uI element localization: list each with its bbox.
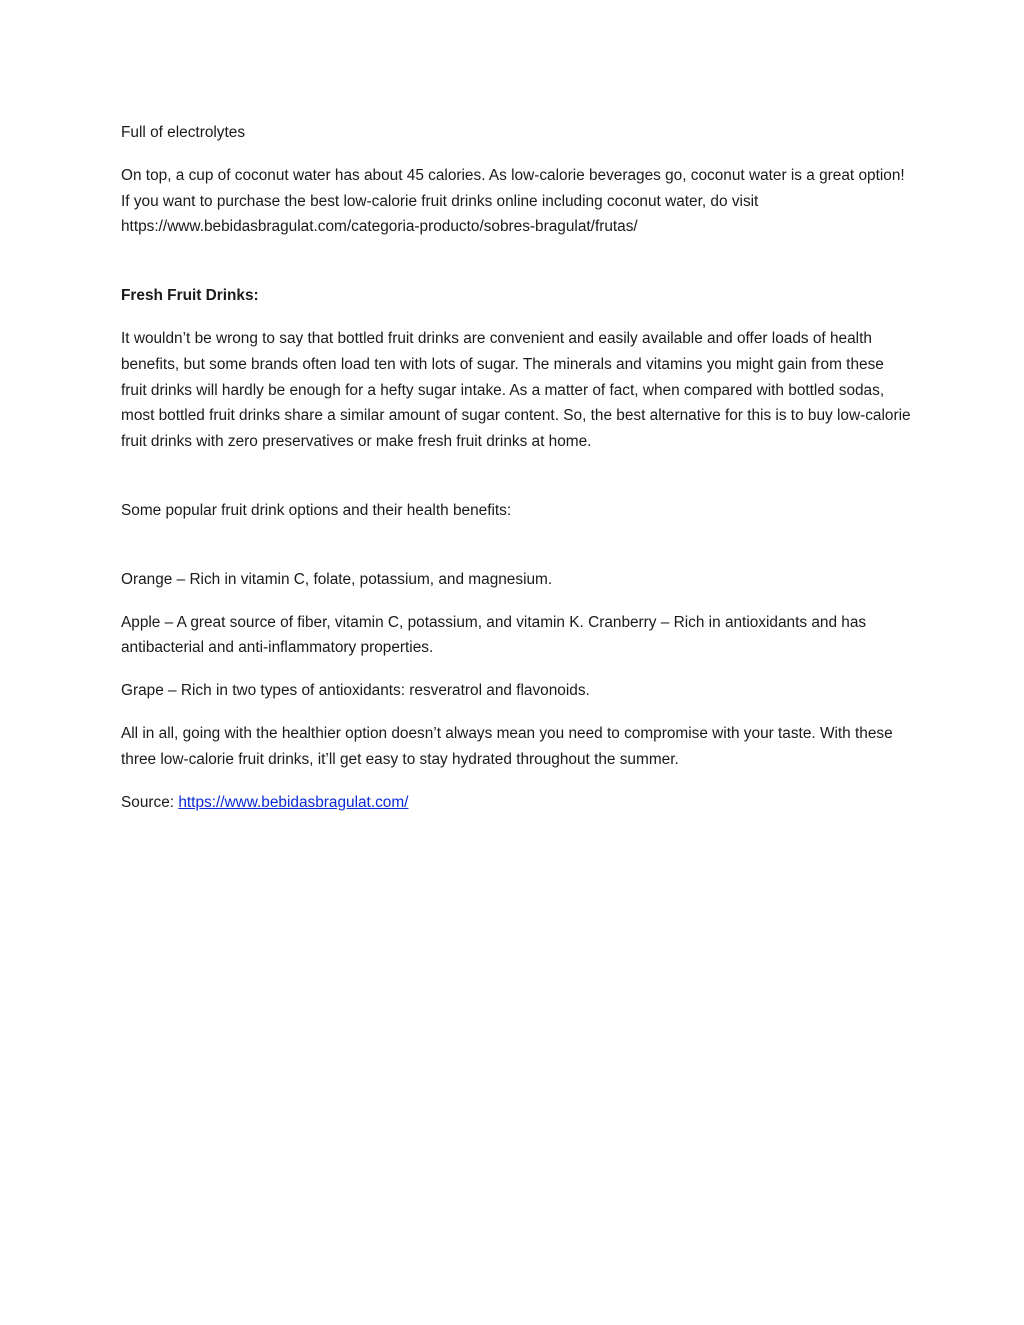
paragraph-conclusion: All in all, going with the healthier option doesn’t always mean you need to compromise with your taste. With these three low-calorie fruit drinks, it’ll get easy to stay hydrated throughout the summer. bbox=[121, 724, 893, 768]
source-link[interactable]: https://www.bebidasbragulat.com/ bbox=[178, 793, 409, 811]
paragraph-bottled-drinks: It wouldn’t be wrong to say that bottled fruit drinks are convenient and easily available and offer loads of health benefits, but some brands often load ten with lots of sugar. The minerals and vitamins you might gain from these fruit drinks will hardly be enough for a hefty sugar intake. As a matter of fact, when compared with bottled sodas, most bottled fruit drinks share a similar amount of sugar content. So, the best alternative for this is to buy low-calorie fruit drinks with zero preservatives or make fresh fruit drinks at home. bbox=[121, 329, 911, 451]
paragraph-grape: Grape – Rich in two types of antioxidants: resveratrol and flavonoids. bbox=[121, 682, 590, 700]
paragraph-electrolytes: Full of electrolytes bbox=[121, 124, 246, 141]
document-body bbox=[121, 120, 911, 832]
paragraph-apple: Apple – A great source of fiber, vitamin C, potassium, and vitamin K. Cranberry – Rich in antioxidants and has antibacterial and anti-inflammatory properties. bbox=[121, 613, 867, 657]
paragraph-drink-options: Some popular fruit drink options and their health benefits: bbox=[121, 501, 512, 519]
source-label: Source: bbox=[121, 793, 179, 811]
section-heading-fresh-fruit-drinks: Fresh Fruit Drinks: bbox=[121, 287, 259, 305]
source-line bbox=[121, 790, 911, 816]
paragraph-orange: Orange – Rich in vitamin C, folate, potassium, and magnesium. bbox=[121, 570, 553, 588]
paragraph-coconut-water: On top, a cup of coconut water has about 45 calories. As low-calorie beverages go, coconut water is a great option! If you want to purchase the best low-calorie fruit drinks online including coconut water, do visit https://www.bebidasbragulat.com/categoria-producto/sobres-bragulat/frutas/ bbox=[121, 166, 905, 236]
